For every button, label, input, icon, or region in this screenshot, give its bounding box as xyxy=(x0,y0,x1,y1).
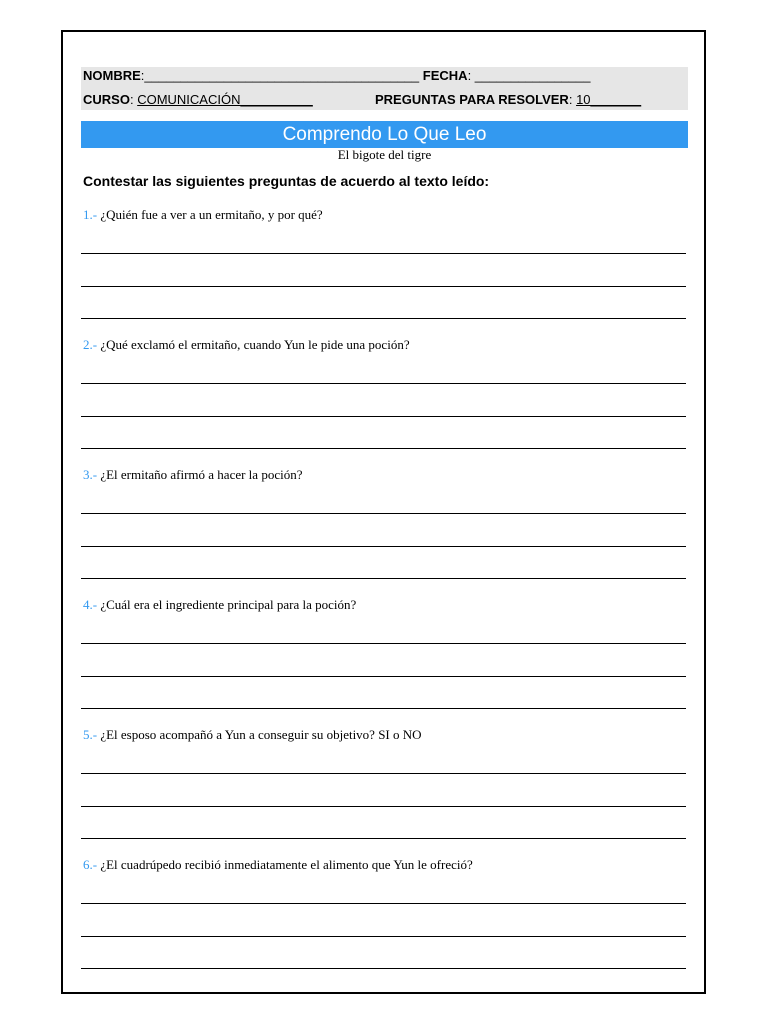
answer-line[interactable] xyxy=(81,286,686,287)
question-text: ¿Qué exclamó el ermitaño, cuando Yun le pide una poción? xyxy=(100,337,410,352)
preguntas-label: PREGUNTAS PARA RESOLVER xyxy=(375,92,569,107)
answer-line[interactable] xyxy=(81,578,686,579)
curso-label: CURSO xyxy=(83,92,130,107)
preguntas-group: PREGUNTAS PARA RESOLVER: 10_______ xyxy=(375,92,642,107)
fecha-field[interactable]: ________________ xyxy=(474,68,591,83)
fecha-label: FECHA xyxy=(422,68,468,83)
instructions: Contestar las siguientes preguntas de acuerdo al texto leído: xyxy=(83,173,490,189)
question-text: ¿Cuál era el ingrediente principal para la poción? xyxy=(100,597,357,612)
header-row-course-questions: CURSO: COMUNICACIÓN__________ PREGUNTAS PARA RESOLVER: 10_______ xyxy=(83,92,642,107)
story-title: El bigote del tigre xyxy=(337,147,432,162)
question-text: ¿El ermitaño afirmó a hacer la poción? xyxy=(100,467,303,482)
answer-line[interactable] xyxy=(81,838,686,839)
answer-line[interactable] xyxy=(81,903,686,904)
question-number: 1.- xyxy=(83,207,98,222)
answer-line[interactable] xyxy=(81,318,686,319)
answer-line[interactable] xyxy=(81,936,686,937)
worksheet-title: Comprendo Lo Que Leo xyxy=(81,121,688,148)
curso-value: COMUNICACIÓN__________ xyxy=(137,92,313,107)
question-1 xyxy=(83,207,323,223)
student-info-header xyxy=(81,67,688,110)
answer-line[interactable] xyxy=(81,676,686,677)
question-number: 2.- xyxy=(83,337,98,352)
answer-line[interactable] xyxy=(81,773,686,774)
nombre-label: NOMBRE xyxy=(83,68,141,83)
question-text: ¿Quién fue a ver a un ermitaño, y por qué? xyxy=(100,207,323,222)
answer-line[interactable] xyxy=(81,513,686,514)
answer-line[interactable] xyxy=(81,968,686,969)
answer-line[interactable] xyxy=(81,448,686,449)
question-number: 5.- xyxy=(83,727,98,742)
answer-line[interactable] xyxy=(81,416,686,417)
nombre-field[interactable]: ______________________________________ xyxy=(144,68,420,83)
question-number: 4.- xyxy=(83,597,98,612)
answer-line[interactable] xyxy=(81,253,686,254)
question-number: 3.- xyxy=(83,467,98,482)
answer-line[interactable] xyxy=(81,546,686,547)
question-number: 6.- xyxy=(83,857,98,872)
answer-line[interactable] xyxy=(81,806,686,807)
answer-line[interactable] xyxy=(81,643,686,644)
question-6 xyxy=(83,857,473,873)
question-text: ¿El esposo acompañó a Yun a conseguir su objetivo? SI o NO xyxy=(100,727,422,742)
question-2 xyxy=(83,337,410,353)
question-5 xyxy=(83,727,422,743)
answer-line[interactable] xyxy=(81,383,686,384)
header-row-name-date: NOMBRE:______________________________________ FECHA: ________________ xyxy=(83,68,591,83)
question-4 xyxy=(83,597,356,613)
question-text: ¿El cuadrúpedo recibió inmediatamente el alimento que Yun le ofreció? xyxy=(100,857,473,872)
question-3 xyxy=(83,467,302,483)
answer-line[interactable] xyxy=(81,708,686,709)
preguntas-value: 10_______ xyxy=(576,92,642,107)
